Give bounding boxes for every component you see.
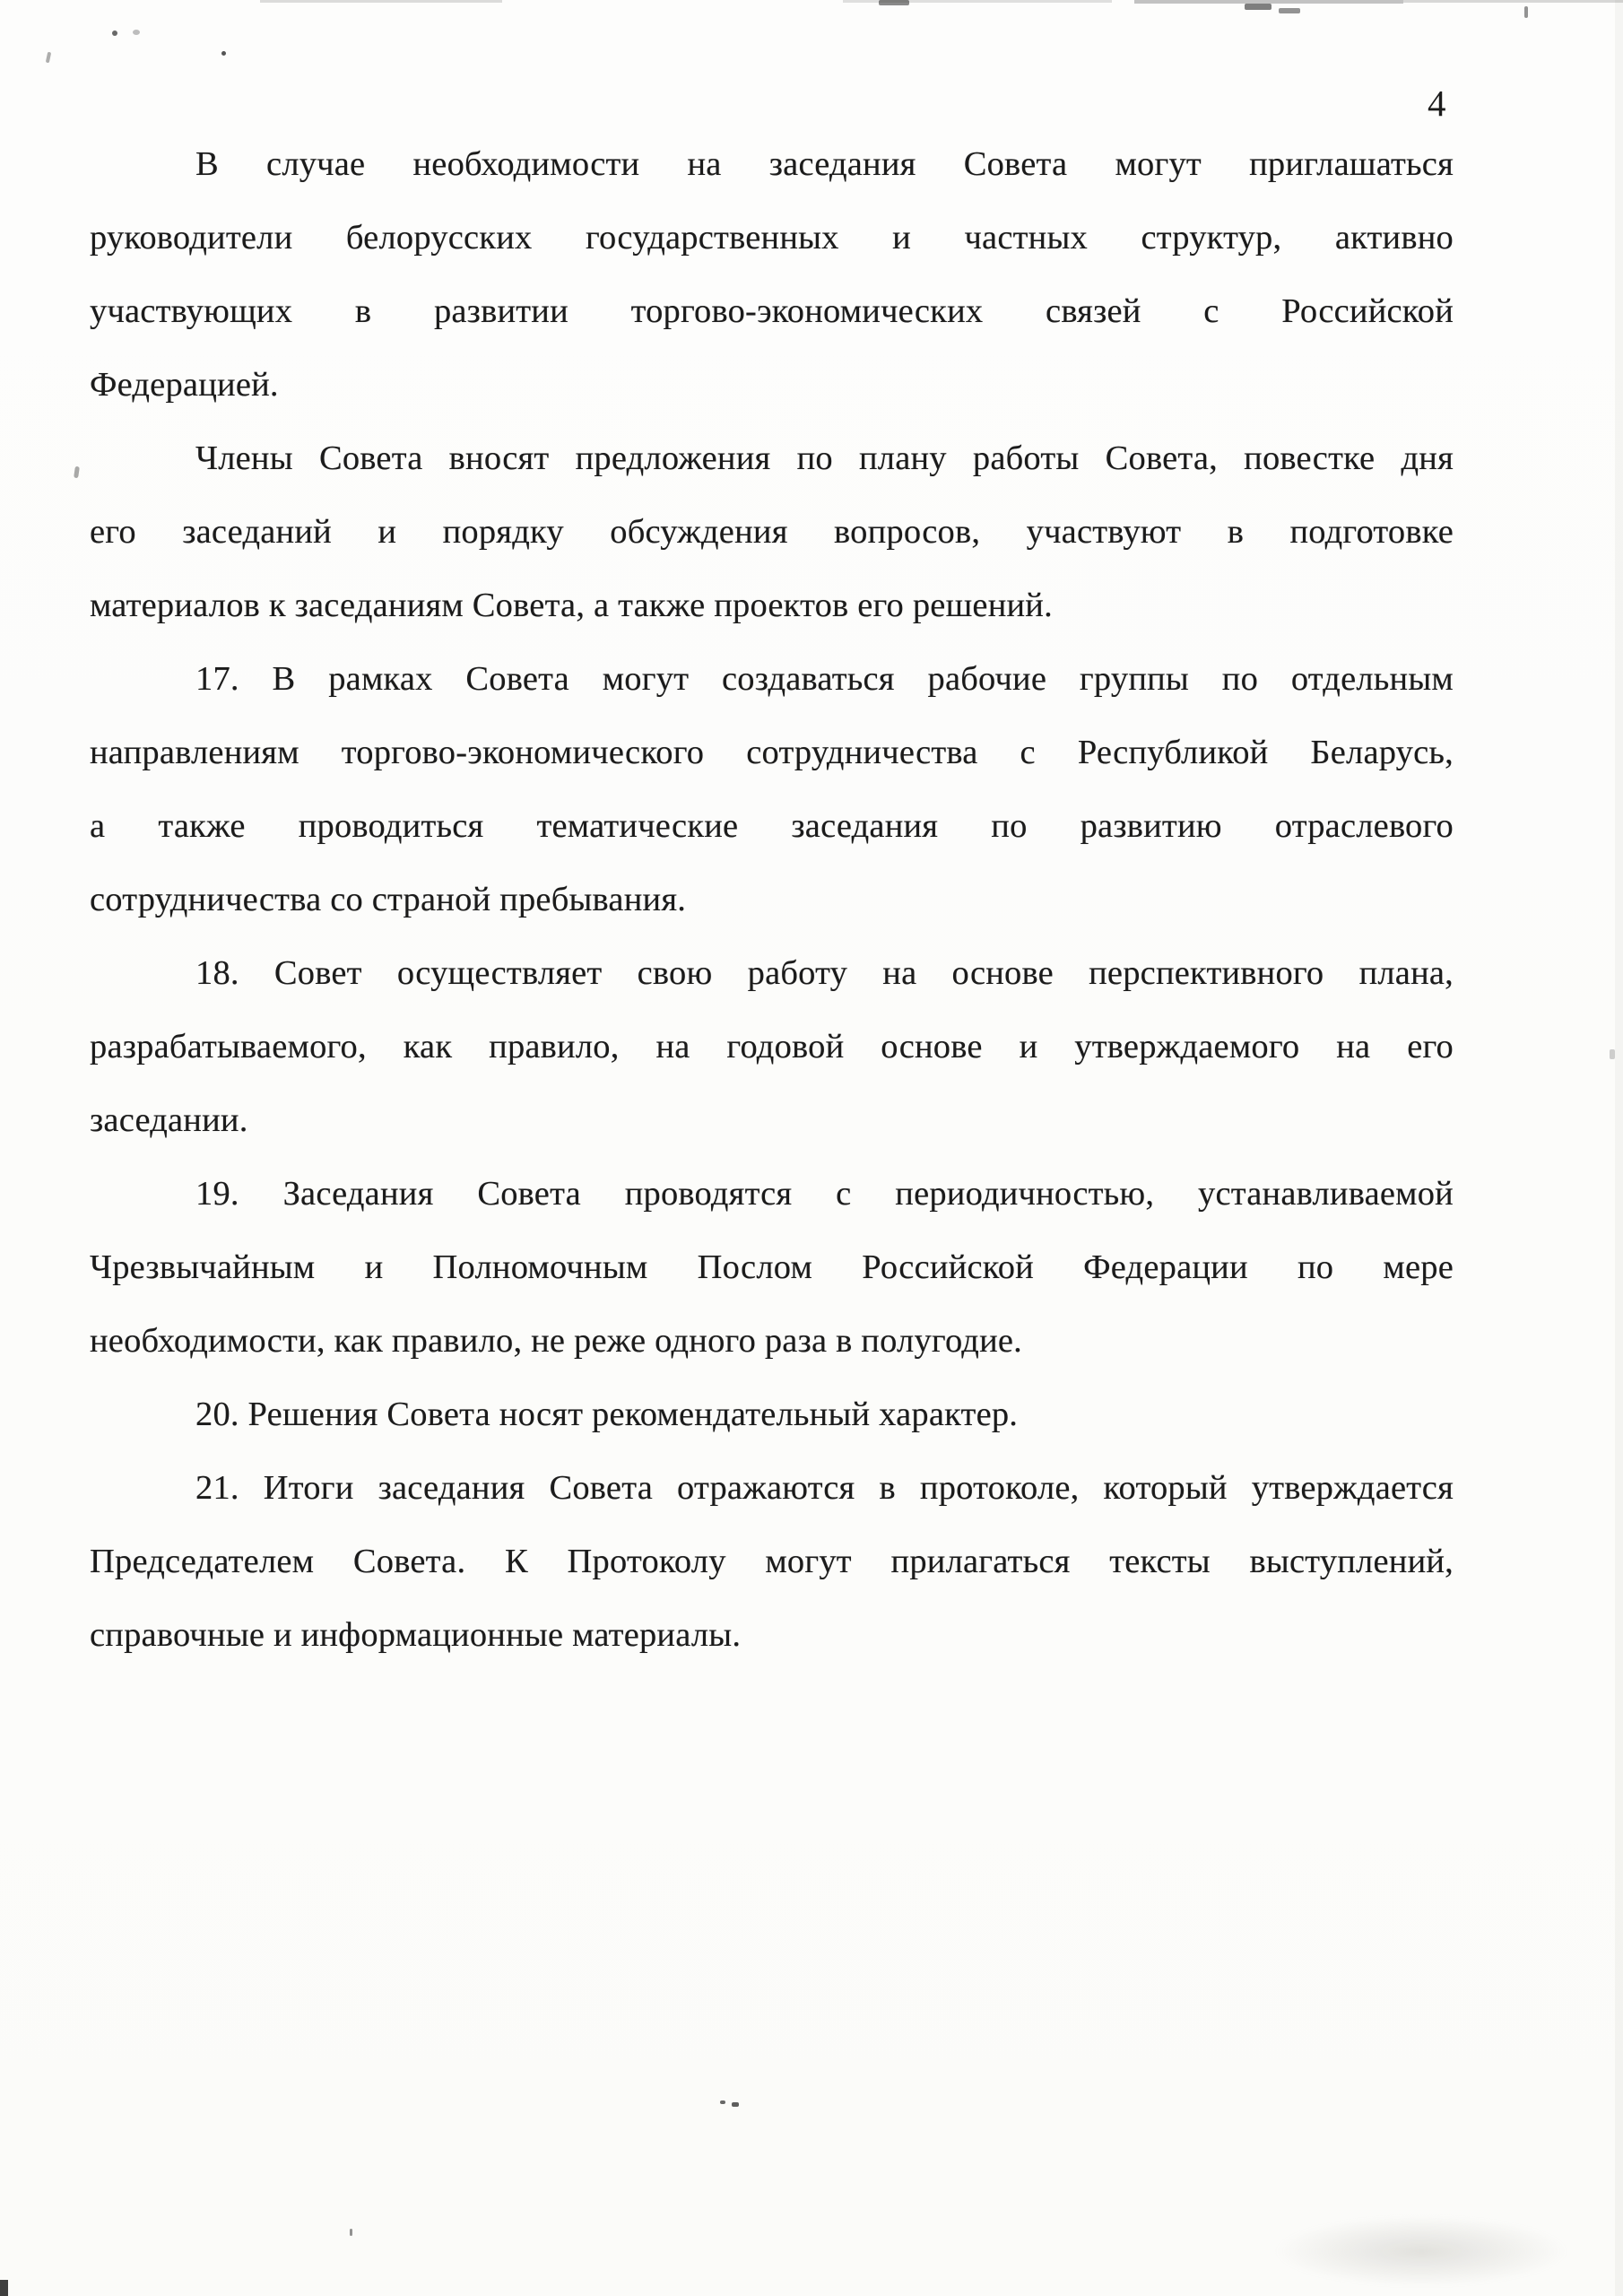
scan-smudge (1273, 2215, 1569, 2287)
scan-edge-shadow (1615, 0, 1623, 2296)
text-line: В случае необходимости на заседания Совета могут приглашаться (195, 145, 1454, 183)
text-line: участвующих в развитии торгово-экономических связей с Российской (90, 292, 1454, 330)
text-line: 17. В рамках Совета могут создаваться рабочие группы по отдельным (195, 660, 1454, 698)
scan-artifact (260, 0, 502, 3)
text-line: материалов к заседаниям Совета, а также проектов его решений. (90, 587, 1053, 624)
scan-artifact (0, 2280, 8, 2296)
text-line: заседании. (90, 1101, 248, 1139)
text-line: направлениям торгово-экономического сотрудничества с Республикой Беларусь, (90, 734, 1454, 771)
text-line: Чрезвычайным и Полномочным Послом Российской Федерации по мере (90, 1248, 1454, 1286)
scan-artifact (879, 0, 909, 5)
scan-artifact (1279, 8, 1300, 13)
scan-artifact (221, 51, 226, 56)
scan-artifact (133, 30, 140, 35)
scan-artifact (74, 466, 80, 479)
text-line: руководители белорусских государственных и частных структур, активно (90, 219, 1454, 257)
paragraph-item-17 (90, 642, 1454, 936)
text-line: Члены Совета вносят предложения по плану работы Совета, повестке дня (195, 439, 1454, 477)
paragraph-item-20 (90, 1378, 1454, 1451)
scan-artifact (350, 2229, 352, 2236)
scan-artifact (1403, 0, 1623, 3)
scan-artifact (1245, 4, 1271, 10)
page-number: 4 (1428, 83, 1446, 124)
text-line: 20. Решения Совета носят рекомендательный характер. (195, 1396, 1019, 1433)
paragraph (90, 422, 1454, 642)
scan-artifact (1134, 0, 1403, 4)
text-line: его заседаний и порядку обсуждения вопросов, участвуют в подготовке (90, 513, 1454, 551)
text-line: разрабатываемого, как правило, на годовой основе и утверждаемого на его (90, 1028, 1454, 1065)
text-line: справочные и информационные материалы. (90, 1616, 742, 1654)
scan-artifact (720, 2100, 725, 2104)
text-line: сотрудничества со страной пребывания. (90, 881, 687, 918)
document-body (90, 127, 1454, 1672)
paragraph (90, 127, 1454, 422)
text-line: 18. Совет осуществляет свою работу на основе перспективного плана, (195, 954, 1454, 992)
scan-artifact (732, 2102, 739, 2107)
scan-artifact (843, 0, 1112, 3)
paragraph-item-21 (90, 1451, 1454, 1672)
paragraph-item-19 (90, 1157, 1454, 1378)
text-line: Федерацией. (90, 366, 279, 404)
text-line: необходимости, как правило, не реже одного раза в полугодие. (90, 1322, 1022, 1360)
text-line: 21. Итоги заседания Совета отражаются в протоколе, который утверждается (195, 1469, 1454, 1507)
scan-artifact (46, 52, 51, 64)
paragraph-item-18 (90, 936, 1454, 1157)
scan-artifact (1524, 6, 1528, 18)
text-line: а также проводиться тематические заседания по развитию отраслевого (90, 807, 1454, 845)
text-line: 19. Заседания Совета проводятся с периодичностью, устанавливаемой (195, 1175, 1454, 1213)
text-line: Председателем Совета. К Протоколу могут прилагаться тексты выступлений, (90, 1543, 1454, 1580)
scan-artifact (112, 30, 117, 36)
